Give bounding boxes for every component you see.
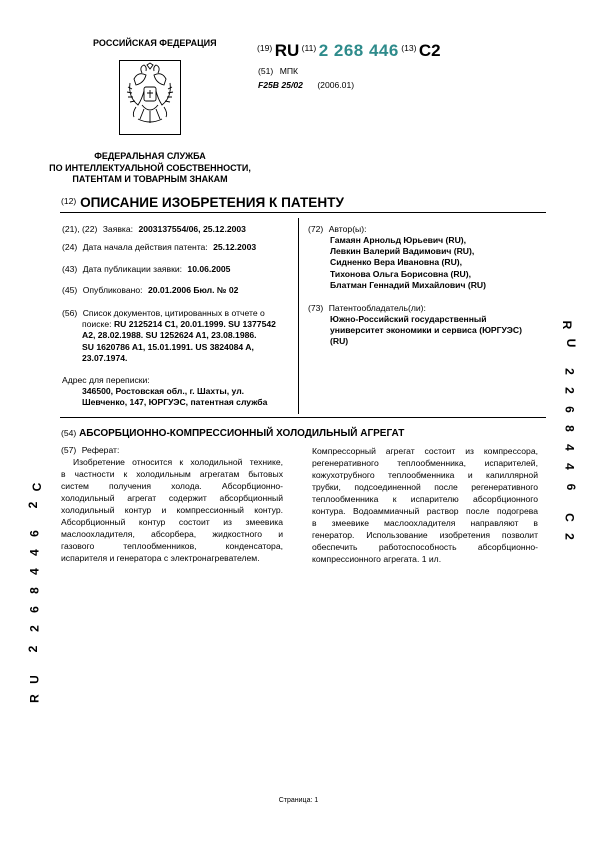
abstract-line: в змеевике маслоохладителя направляют в xyxy=(312,518,538,528)
abstract-line: контура. Водоаммиачный раствор после подогрева xyxy=(312,506,538,516)
field-label: Дата начала действия патента: xyxy=(82,242,208,252)
author-list xyxy=(330,235,486,291)
author-name: Гамаян Арнольд Юрьевич (RU), xyxy=(330,235,467,245)
side-char: 4 xyxy=(562,463,577,470)
code-54: (54) xyxy=(61,428,77,438)
side-char: 2 xyxy=(562,368,577,375)
title-divider xyxy=(60,212,546,213)
author-name: Блатман Геннадий Михайлович (RU) xyxy=(330,279,486,290)
field-label: Заявка: xyxy=(102,224,134,234)
field-43 xyxy=(62,264,282,275)
address-label: Адрес для переписки: xyxy=(62,375,150,385)
field-label: поиске: xyxy=(82,319,112,330)
side-char: 4 xyxy=(562,444,577,451)
code-11: (11) xyxy=(301,43,317,53)
code-51: (51) xyxy=(258,66,274,76)
side-char: 2 xyxy=(27,625,42,632)
side-char: 2 xyxy=(26,501,40,509)
side-char: C xyxy=(30,482,44,492)
field-code: (45) xyxy=(62,285,78,295)
field-label: Список документов, цитированных в отчете о xyxy=(82,308,265,318)
author-name: Сидненко Вера Ивановна (RU), xyxy=(330,257,463,268)
abstract-line: трубки, подсоединенной после регенеративного xyxy=(312,482,538,492)
field-code: (72) xyxy=(308,224,324,234)
abstract-line: кожухотрубного теплообменника и капиллярной xyxy=(312,470,538,480)
field-value: 10.06.2005 xyxy=(187,264,231,274)
field-label: Дата публикации заявки: xyxy=(82,264,183,274)
side-char: U xyxy=(564,338,578,348)
agency-line: ПО ИНТЕЛЛЕКТУАЛЬНОЙ СОБСТВЕННОСТИ, xyxy=(49,162,251,173)
owner-line: (RU) xyxy=(330,336,349,347)
code-12: (12) xyxy=(61,196,77,206)
citation-line: RU 2125214 C1, 20.01.1999. SU 1377542 xyxy=(113,319,276,330)
correspondence-address xyxy=(62,375,294,409)
side-char: 8 xyxy=(562,425,577,432)
side-char: 8 xyxy=(27,587,42,594)
abstract-line: регенеративного теплообменника, испарителей, xyxy=(312,458,538,468)
field-code: (24) xyxy=(62,242,78,252)
page-number: Страница: 1 xyxy=(278,797,319,804)
agency-name xyxy=(20,151,280,186)
abstract-line: компрессионного агрегата. 1 ил. xyxy=(312,554,442,564)
code-57: (57) xyxy=(61,445,77,455)
side-char: 6 xyxy=(27,606,42,613)
side-char: 2 xyxy=(562,387,577,394)
code-19: (19) xyxy=(257,43,273,53)
side-char: C xyxy=(562,513,577,522)
field-value: 2003137554/06, 25.12.2003 xyxy=(138,224,246,234)
field-label: Опубликовано: xyxy=(82,285,143,295)
abstract-label: Реферат: xyxy=(81,445,120,455)
country-code: RU xyxy=(274,41,300,60)
abstract-line: газового теплообменников, конденсатора, xyxy=(61,541,283,551)
invention-title-text: АБСОРБЦИОННО-КОМПРЕССИОННЫЙ ХОЛОДИЛЬНЫЙ АГРЕГАТ xyxy=(79,428,405,439)
side-char: 2 xyxy=(26,645,40,653)
country-name: РОССИЙСКАЯ ФЕДЕРАЦИЯ xyxy=(93,38,217,48)
field-21-22 xyxy=(62,224,282,235)
address-line: 346500, Ростовская обл., г. Шахты, ул. xyxy=(82,386,245,397)
citation-line: A2, 28.02.1988. SU 1252624 A1, 23.08.1986. xyxy=(82,330,257,341)
side-char: 6 xyxy=(27,530,42,537)
side-patent-number-right xyxy=(556,318,576,546)
abstract-line: генератор. Использование изобретения позволит xyxy=(312,530,538,540)
side-patent-number-left xyxy=(28,480,48,708)
abstract-line: теплообменника к испарителю абсорбционного xyxy=(312,494,538,504)
abstract-line: холодильный агрегат содержит абсорбционный xyxy=(61,493,283,503)
abstract-line: в частности к холодильным агрегатам бытовых xyxy=(61,469,283,479)
abstract-line: Компрессорный агрегат состоит из компрессора, xyxy=(312,446,538,456)
side-char: R xyxy=(27,694,42,703)
field-73 xyxy=(308,303,548,314)
mpk-label: МПК xyxy=(279,66,299,76)
field-value: 25.12.2003 xyxy=(213,242,257,252)
owner-line: Южно-Российский государственный xyxy=(330,314,487,324)
citation-line: SU 1620786 A1, 15.01.1991. US 3824084 A, xyxy=(82,341,254,352)
code-13: (13) xyxy=(401,43,417,53)
patent-number: 2 268 446 xyxy=(318,41,399,60)
abstract-line: систем получения холода. Абсорбционно- xyxy=(61,481,283,491)
field-code: (56) xyxy=(62,308,78,318)
section-divider xyxy=(60,417,546,418)
abstract-line: маслоохладителя, абсорбера, жидкостного и xyxy=(61,529,283,539)
field-value: 20.01.2006 Бюл. № 02 xyxy=(147,285,239,295)
field-label: Патентообладатель(ли): xyxy=(328,303,426,313)
ipc-year: (2006.01) xyxy=(317,80,355,90)
kind-code: C2 xyxy=(418,41,441,60)
publication-number xyxy=(257,40,441,62)
field-72 xyxy=(308,224,548,235)
side-char: 4 xyxy=(27,549,42,556)
address-line: Шевченко, 147, ЮРГУЭС, патентная служба xyxy=(82,397,268,408)
side-char: 4 xyxy=(27,568,42,575)
mpk-label-row xyxy=(258,66,298,77)
field-24 xyxy=(62,242,282,253)
invention-title xyxy=(61,427,404,440)
abstract-line: холодильный контур и компрессионный контур. xyxy=(61,505,283,515)
document-title-text: ОПИСАНИЕ ИЗОБРЕТЕНИЯ К ПАТЕНТУ xyxy=(80,195,344,210)
field-code: (43) xyxy=(62,264,78,274)
side-char: 2 xyxy=(562,533,577,540)
field-label: Автор(ы): xyxy=(328,224,367,234)
side-char: 6 xyxy=(564,483,578,491)
abstract-line: обеспечить работоспособность абсорбционно- xyxy=(312,542,538,552)
side-char: U xyxy=(27,675,42,684)
document-title xyxy=(61,194,344,212)
abstract-line: Изобретение относится к холодильной технике, xyxy=(73,457,283,467)
side-char: 6 xyxy=(562,406,577,413)
author-name: Левкин Валерий Вадимович (RU), xyxy=(330,246,475,257)
abstract-line: испарителя и генератора с электронагревателем. xyxy=(61,553,260,563)
side-char: R xyxy=(560,320,574,330)
ipc-class: F25B 25/02 xyxy=(258,80,303,90)
field-45 xyxy=(62,285,282,296)
field-56 xyxy=(62,308,294,364)
field-code: (73) xyxy=(308,303,324,313)
agency-line: ПАТЕНТАМ И ТОВАРНЫМ ЗНАКАМ xyxy=(72,174,228,185)
abstract-line: Абсорбционный контур состоит из змеевика xyxy=(61,517,283,527)
agency-line: ФЕДЕРАЛЬНАЯ СЛУЖБА xyxy=(94,151,206,161)
ipc-row xyxy=(258,80,354,91)
field-code: (21), (22) xyxy=(62,224,98,234)
owner-line: университет экономики и сервиса (ЮРГУЭС) xyxy=(330,325,522,336)
column-divider xyxy=(298,218,299,414)
coat-of-arms-icon xyxy=(119,60,181,135)
author-name: Тихонова Ольга Борисовна (RU), xyxy=(330,268,472,279)
citation-line: 23.07.1974. xyxy=(82,352,128,363)
patent-owner xyxy=(330,314,522,348)
abstract-heading xyxy=(61,445,119,456)
